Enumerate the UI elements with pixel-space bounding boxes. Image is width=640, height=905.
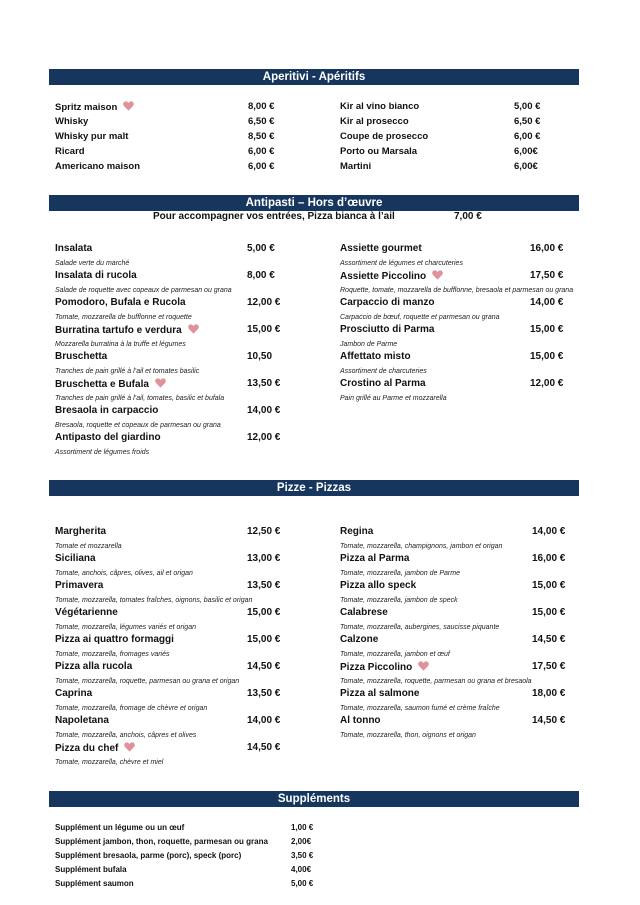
item-name (55, 351, 107, 362)
item-name (55, 405, 158, 416)
menu-item (55, 715, 295, 742)
menu-item (55, 378, 295, 405)
antipasti-right-list (340, 243, 580, 405)
menu-item (340, 526, 580, 553)
menu-row (55, 116, 285, 131)
menu-row (55, 146, 285, 161)
item-description: Tomate et mozzarella (55, 543, 122, 550)
item-price: 6,00 € (248, 146, 275, 157)
item-description: Tomate, mozzarella, thon, oignons et origan (340, 732, 476, 739)
item-name-text: Kir al vino bianco (340, 101, 420, 112)
menu-item-title (55, 243, 295, 258)
item-name-text: Burratina tartufo e verdura (55, 325, 182, 336)
item-name (340, 146, 417, 157)
item-name (340, 161, 371, 172)
item-name (340, 580, 416, 591)
menu-item (55, 742, 295, 769)
menu-row (55, 851, 335, 865)
item-price: 13,50 € (247, 378, 281, 389)
item-name (340, 688, 419, 699)
item-description: Pain grillé au Parme et mozzarella (340, 395, 447, 402)
menu-item-title (55, 324, 295, 339)
item-price: 1,00 € (291, 823, 314, 832)
menu-item-title (340, 688, 580, 703)
item-price: 3,50 € (291, 851, 314, 860)
item-price: 15,00 € (530, 351, 564, 362)
menu-item (340, 580, 580, 607)
menu-item (55, 634, 295, 661)
item-price: 4,00€ (291, 865, 312, 874)
item-description: Carpaccio de bœuf, roquette et parmesan ou grana (340, 314, 500, 321)
item-description: Tomate, mozzarella, chèvre et miel (55, 759, 164, 766)
item-description: Tomate, mozzarella de bufflonne et roquette (55, 314, 192, 321)
item-name-text: Bruschetta e Bufala (55, 379, 149, 390)
item-name-text: Napoletana (55, 715, 109, 726)
menu-item (55, 580, 295, 607)
menu-row (55, 837, 335, 851)
item-name (55, 553, 96, 564)
item-price: 15,00 € (247, 324, 281, 335)
menu-item-title (340, 580, 580, 595)
item-price: 8,00 € (248, 101, 275, 112)
menu-item (340, 378, 580, 405)
heart-icon (188, 324, 199, 334)
item-name-text: Assiette gourmet (340, 243, 422, 254)
menu-item-title (55, 607, 295, 622)
item-name (340, 101, 419, 112)
menu-item (340, 324, 580, 351)
item-price: 6,00 € (248, 161, 275, 172)
item-name-text: Supplément un légume ou un œuf (55, 823, 185, 832)
menu-item-title (55, 715, 295, 730)
item-name (55, 634, 174, 645)
aperitivi-right-list (340, 101, 570, 176)
menu-item-title (55, 270, 295, 285)
heart-icon (418, 661, 429, 671)
antipasti-subtitle: Pour accompagner vos entrées, Pizza bianca à l’ail (153, 211, 395, 222)
heart-icon (155, 378, 166, 388)
item-name (340, 324, 434, 335)
menu-item (55, 405, 295, 432)
menu-item (340, 607, 580, 634)
menu-item-title (340, 351, 580, 366)
antipasti-left-list (55, 243, 295, 459)
item-price: 15,00 € (532, 607, 566, 618)
heart-icon (123, 101, 134, 111)
item-name (55, 131, 128, 142)
item-description: Tranches de pain grillé à l’ail, tomates, basilic et bufala (55, 395, 225, 402)
item-name-text: Affettato misto (340, 351, 411, 362)
menu-item (55, 526, 295, 553)
menu-row (55, 161, 285, 176)
item-name-text: Bresaola in carpaccio (55, 405, 159, 416)
item-price: 6,50 € (514, 116, 541, 127)
menu-item-title (340, 715, 580, 730)
item-description: Assortiment de légumes et charcuteries (340, 260, 463, 267)
menu-row (55, 865, 335, 879)
item-price: 14,50 € (532, 634, 566, 645)
item-name-text: Spritz maison (55, 102, 118, 113)
item-name-text: Kir al prosecco (340, 116, 409, 127)
item-description: Salade verte du marché (55, 260, 130, 267)
menu-item-title (55, 742, 295, 757)
item-name (55, 116, 88, 127)
item-price: 5,00 € (291, 879, 314, 888)
item-name (340, 270, 443, 282)
item-name-text: Calabrese (340, 607, 388, 618)
menu-item-title (55, 378, 295, 393)
item-price: 6,00 € (514, 131, 541, 142)
item-name-text: Margherita (55, 526, 107, 537)
item-description: Tomate, anchois, câpres, olives, ail et origan (55, 570, 193, 577)
menu-item-title (55, 580, 295, 595)
menu-item-title (340, 634, 580, 649)
menu-item-title (55, 688, 295, 703)
item-price: 14,50 € (247, 742, 281, 753)
menu-item-title (340, 553, 580, 568)
item-name (55, 742, 135, 754)
item-price: 15,00 € (247, 607, 281, 618)
item-description: Tomate, mozzarella, fromage de chèvre et origan (55, 705, 208, 712)
item-name-text: Porto ou Marsala (340, 146, 418, 157)
item-name (55, 526, 106, 537)
menu-item (340, 688, 580, 715)
item-name (340, 131, 428, 142)
item-name (340, 116, 409, 127)
item-description: Tomate, mozzarella, fromages variés (55, 651, 170, 658)
item-price: 14,00 € (530, 297, 564, 308)
item-price: 13,00 € (247, 553, 281, 564)
menu-item-title (340, 297, 580, 312)
menu-item (340, 661, 580, 688)
item-name (55, 607, 118, 618)
item-name-text: Végétarienne (55, 607, 118, 618)
menu-item (55, 324, 295, 351)
item-price: 17,50 € (532, 661, 566, 672)
menu-item (340, 553, 580, 580)
aperitivi-header: Aperitivi - Apéritifs (49, 69, 579, 85)
item-name (55, 146, 85, 157)
menu-row (340, 101, 570, 116)
menu-item-title (55, 553, 295, 568)
item-price: 13,50 € (247, 580, 281, 591)
item-name (340, 661, 429, 673)
antipasti-subtitle-price: 7,00 € (454, 211, 482, 222)
item-name (340, 526, 373, 537)
menu-row (340, 131, 570, 146)
item-price: 12,00 € (247, 432, 281, 443)
item-price: 5,00 € (247, 243, 275, 254)
menu-row (340, 161, 570, 176)
item-description: Tomate, mozzarella, jambon et œuf (340, 651, 450, 658)
menu-row (55, 879, 335, 893)
menu-item-title (340, 324, 580, 339)
item-name-text: Bruschetta (55, 351, 108, 362)
item-name (340, 634, 378, 645)
item-price: 15,00 € (530, 324, 564, 335)
item-name (55, 661, 132, 672)
item-name-text: Pomodoro, Bufala e Rucola (55, 297, 186, 308)
menu-row (340, 146, 570, 161)
item-price: 12,50 € (247, 526, 281, 537)
menu-item-title (55, 526, 295, 541)
item-name (55, 378, 166, 390)
aperitivi-left-list (55, 101, 285, 176)
item-name-text: Assiette Piccolino (340, 271, 427, 282)
menu-item (340, 243, 580, 270)
item-name-text: Crostino al Parma (340, 378, 426, 389)
item-description: Bresaola, roquette et copeaux de parmesan ou grana (55, 422, 221, 429)
item-name-text: Supplément jambon, thon, roquette, parmesan ou grana (55, 837, 268, 846)
item-name-text: Pizza allo speck (340, 580, 417, 591)
menu-item (340, 297, 580, 324)
item-description: Tomate, mozzarella, champignons, jambon et origan (340, 543, 503, 550)
item-description: Assortiment de légumes froids (55, 449, 150, 456)
item-name (55, 837, 268, 846)
menu-item-title (340, 270, 580, 285)
item-name (340, 715, 381, 726)
antipasti-subtitle-row (49, 211, 579, 225)
heart-icon (124, 742, 135, 752)
item-description: Tomate, mozzarella, saumon fumé et crème fraîche (340, 705, 500, 712)
item-name-text: Al tonno (340, 715, 381, 726)
item-name-text: Pizza ai quattro formaggi (55, 634, 174, 645)
menu-item (55, 688, 295, 715)
item-name (55, 823, 184, 832)
menu-item (55, 297, 295, 324)
item-name-text: Prosciutto di Parma (340, 324, 435, 335)
menu-item (55, 432, 295, 459)
menu-item-title (340, 243, 580, 258)
antipasti-header: Antipasti – Hors d’œuvre (49, 195, 579, 211)
menu-row (55, 131, 285, 146)
item-name-text: Insalata di rucola (55, 270, 137, 281)
item-price: 18,00 € (532, 688, 566, 699)
item-name (55, 101, 134, 113)
menu-item-title (55, 661, 295, 676)
item-name-text: Insalata (55, 243, 93, 254)
item-name-text: Americano maison (55, 161, 140, 172)
item-name (340, 607, 388, 618)
menu-item-title (55, 634, 295, 649)
menu-item-title (55, 432, 295, 447)
item-name (340, 351, 411, 362)
menu-item (340, 715, 580, 742)
item-price: 5,00 € (514, 101, 541, 112)
item-name (55, 324, 199, 336)
item-name-text: Pizza du chef (55, 743, 119, 754)
menu-row (55, 823, 335, 837)
item-description: Tomate, mozzarella, anchois, câpres et olives (55, 732, 197, 739)
menu-item-title (55, 351, 295, 366)
item-price: 8,50 € (248, 131, 275, 142)
item-description: Tomate, mozzarella, jambon de speck (340, 597, 458, 604)
item-description: Jambon de Parme (340, 341, 398, 348)
item-name (55, 432, 161, 443)
item-name-text: Martini (340, 161, 372, 172)
menu-item (340, 634, 580, 661)
item-description: Tomate, mozzarella, jambon de Parme (340, 570, 460, 577)
item-name-text: Coupe de prosecco (340, 131, 429, 142)
item-name-text: Primavera (55, 580, 104, 591)
item-name-text: Regina (340, 526, 374, 537)
menu-row (55, 101, 285, 116)
item-price: 14,00 € (532, 526, 566, 537)
supplements-list (55, 823, 335, 893)
item-description: Tomate, mozzarella, roquette, parmesan ou grana et bresaola (340, 678, 532, 685)
item-price: 14,50 € (247, 661, 281, 672)
item-name-text: Siciliana (55, 553, 96, 564)
item-description: Tomate, mozzarella, tomates fraîches, oignons, basilic et origan (55, 597, 253, 604)
item-name-text: Pizza alla rucola (55, 661, 133, 672)
item-price: 6,00€ (514, 161, 538, 172)
item-name (55, 851, 241, 860)
item-price: 6,50 € (248, 116, 275, 127)
item-name-text: Pizza al salmone (340, 688, 420, 699)
item-price: 12,00 € (530, 378, 564, 389)
menu-item (340, 351, 580, 378)
item-name-text: Caprina (55, 688, 93, 699)
menu-item (55, 270, 295, 297)
item-price: 14,50 € (532, 715, 566, 726)
item-name-text: Pizza al Parma (340, 553, 410, 564)
pizze-header: Pizze - Pizzas (49, 480, 579, 496)
heart-icon (432, 270, 443, 280)
item-price: 2,00€ (291, 837, 312, 846)
item-name (55, 270, 137, 281)
item-name (340, 297, 434, 308)
menu-item (55, 607, 295, 634)
item-name (55, 688, 92, 699)
item-name (55, 879, 134, 888)
item-name-text: Whisky pur malt (55, 131, 129, 142)
item-description: Roquette, tomate, mozzarella de bufflonne, bresaola et parmesan ou grana (340, 287, 574, 294)
menu-item (55, 661, 295, 688)
pizze-right-list (340, 526, 580, 742)
menu-item-title (340, 526, 580, 541)
menu-item-title (340, 661, 580, 676)
item-description: Salade de roquette avec copeaux de parmesan ou grana (55, 287, 232, 294)
item-name (55, 865, 127, 874)
menu-item (340, 270, 580, 297)
item-description: Assortiment de charcuteries (340, 368, 427, 375)
item-name (55, 580, 103, 591)
item-price: 17,50 € (530, 270, 564, 281)
item-price: 15,00 € (532, 580, 566, 591)
item-name (55, 243, 92, 254)
item-price: 6,00€ (514, 146, 538, 157)
item-name-text: Ricard (55, 146, 85, 157)
item-name (340, 378, 426, 389)
pizze-left-list (55, 526, 295, 769)
item-name-text: Supplément bufala (55, 865, 127, 874)
item-price: 10,50 (247, 351, 273, 362)
item-description: Tomate, mozzarella, aubergines, saucisse piquante (340, 624, 500, 631)
item-name-text: Supplément saumon (55, 879, 134, 888)
item-price: 8,00 € (247, 270, 275, 281)
menu-item-title (340, 378, 580, 393)
menu-item (55, 553, 295, 580)
item-name (55, 715, 109, 726)
item-name-text: Supplément bresaola, parme (porc), speck (porc) (55, 851, 242, 860)
item-price: 14,00 € (247, 715, 281, 726)
item-name (340, 243, 422, 254)
item-description: Tomate, mozzarella, roquette, parmesan ou grana et origan (55, 678, 240, 685)
item-name-text: Pizza Piccolino (340, 662, 413, 673)
item-description: Tomate, mozzarella, légumes variés et origan (55, 624, 196, 631)
supplements-header: Suppléments (49, 791, 579, 807)
item-name-text: Whisky (55, 116, 89, 127)
item-name (340, 553, 409, 564)
item-price: 13,50 € (247, 688, 281, 699)
menu-item (55, 351, 295, 378)
item-description: Tranches de pain grillé à l’ail et tomates basilic (55, 368, 200, 375)
menu-item-title (55, 405, 295, 420)
menu-item-title (340, 607, 580, 622)
item-price: 15,00 € (247, 634, 281, 645)
item-name-text: Carpaccio di manzo (340, 297, 435, 308)
item-description: Mozzarella burratina à la truffe et légumes (55, 341, 186, 348)
menu-item (55, 243, 295, 270)
menu-item-title (55, 297, 295, 312)
item-price: 14,00 € (247, 405, 281, 416)
item-price: 16,00 € (530, 243, 564, 254)
menu-row (340, 116, 570, 131)
item-price: 16,00 € (532, 553, 566, 564)
item-name-text: Antipasto del giardino (55, 432, 161, 443)
item-name (55, 161, 140, 172)
item-name (55, 297, 186, 308)
item-name-text: Calzone (340, 634, 379, 645)
item-price: 12,00 € (247, 297, 281, 308)
